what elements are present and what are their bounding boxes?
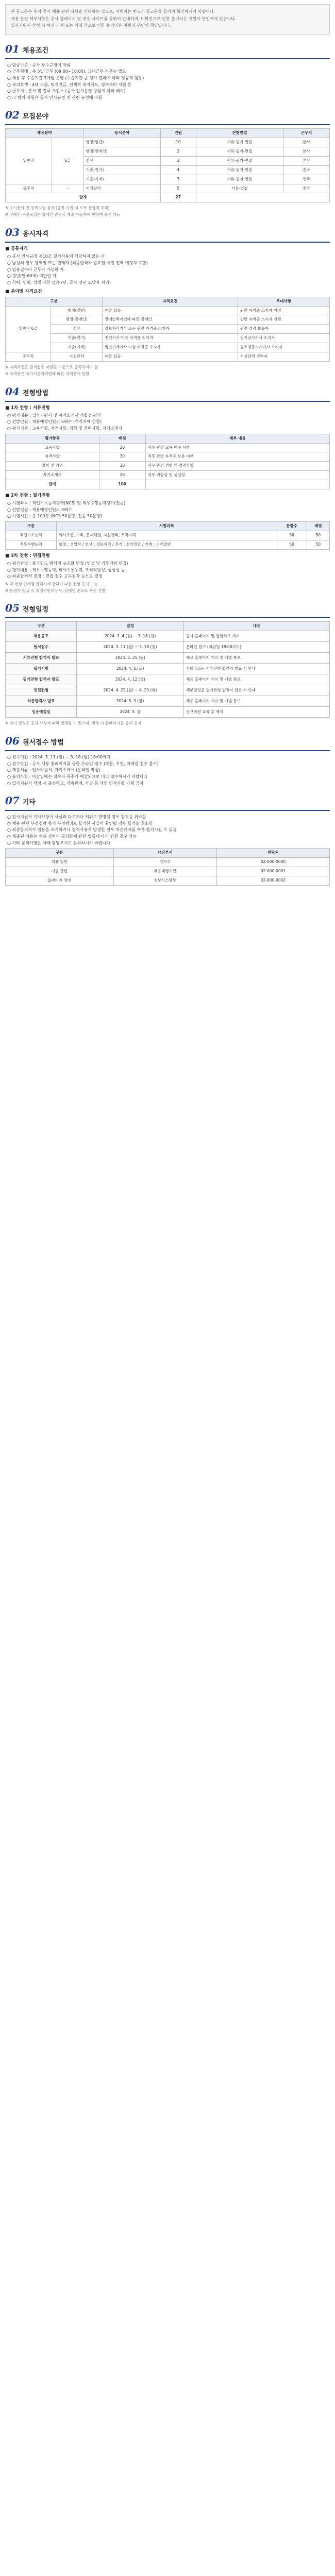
notice-line: 채용 관련 세부사항은 공사 홈페이지 및 채용 사이트를 통하여 안내하며, 미확인으로 인한 불이익은 지원자 본인에게 있습니다. [11, 16, 237, 21]
stage3-list [5, 561, 330, 580]
table-cell: 10 [160, 138, 196, 147]
list-item: ○ 제출서류 : 입사지원서, 자기소개서 (온라인 작성) [7, 768, 100, 773]
list-item: ○ 선발인원 : 채용예정인원의 3배수 [7, 507, 72, 512]
table-cell: 일반기계기사 이상 자격증 소지자 [103, 343, 238, 352]
list-item: ○ 복리후생 : 4대 보험, 퇴직연금, 선택적 복지제도, 경조사비 지원 등 [7, 82, 132, 87]
table-row [6, 452, 330, 462]
table-header: 일정 [77, 622, 184, 631]
section-header [5, 108, 330, 125]
subheading: ■ 1차 전형 : 서류전형 [5, 405, 50, 411]
table-header-row [6, 622, 330, 631]
table-cell: 합계 [6, 480, 99, 489]
table-cell: 공무직 [6, 184, 52, 193]
table-header-row [6, 434, 330, 443]
section-header [5, 601, 330, 618]
table-cell: 최종합격자 발표 [6, 696, 77, 707]
table-cell: 행정(일반) [83, 138, 160, 147]
note: ※ 상기 일정은 공사 사정에 따라 변경될 수 있으며, 변경 시 홈페이지를 통해 공지 [5, 721, 142, 726]
table-total-row [6, 193, 330, 202]
list-item: ○ 공사 인사규정 제10조 결격사유에 해당하지 않는 자 [7, 254, 105, 259]
table-cell: 50 [277, 531, 307, 540]
written-test-table [5, 521, 330, 550]
table-row [6, 664, 330, 674]
table-cell: 시험 관련 [6, 867, 114, 876]
table-header: 구분 [6, 622, 77, 631]
note: ※ 각 전형 단계별 합격자에 한하여 다음 전형 응시 가능 [5, 581, 98, 586]
table-cell: 직무 관련 교육 이수 사항 [145, 443, 329, 452]
table-cell: 2 [160, 147, 196, 157]
table-cell: 2024. 5. 중 [77, 707, 184, 718]
table-row [6, 858, 330, 867]
table-cell: 채용 홈페이지 게시 및 개별 통보 [183, 696, 329, 707]
table-cell: 02-000-0002 [216, 876, 329, 885]
table-cell: 30 [99, 462, 145, 471]
table-cell: 3 [160, 175, 196, 184]
list-item: ○ 평가기준 : 교육사항, 자격사항, 경험 및 경력사항, 자기소개서 [7, 426, 123, 431]
table-cell: 관련 경력 보유자 [238, 325, 329, 334]
table-row [6, 443, 330, 452]
table-row [6, 325, 330, 334]
table-header: 문항수 [277, 522, 307, 531]
list-item: ○ 선발인원 : 채용예정인원의 5배수 (적격자에 한함) [7, 419, 102, 425]
table-header: 평가항목 [6, 434, 99, 443]
section-selection-process [5, 384, 330, 594]
table-cell: 행정(일반) [51, 306, 103, 315]
section-title: 기타 [22, 799, 36, 807]
list-item: ○ 그 밖의 사항은 공사 인사규정 및 관련 규정에 따름 [7, 95, 103, 100]
table-cell: 일반직 6급 [6, 306, 51, 352]
table-header: 배점 [99, 434, 145, 443]
table-cell: 3 [160, 156, 196, 165]
table-cell: 서류-면접 [196, 184, 283, 193]
table-cell: 시설관리 경력자 [238, 352, 329, 361]
list-item: ○ 접수기간 : 2024. 3. 11.(월) ~ 3. 18.(월) 18:00까지 [7, 755, 111, 760]
table-cell: 행정(장애인) [83, 147, 160, 157]
table-cell: 본사 [283, 156, 330, 165]
table-header-row [6, 129, 330, 138]
list-item: ○ 시험시간 : 총 100분 (NCS 50문항, 전공 50문항) [7, 514, 102, 519]
stage1-list [5, 413, 330, 432]
section-title: 원서접수 방법 [22, 739, 64, 747]
note: ※ 자격요건은 원서접수 마감일 기준으로 충족하여야 함 [5, 364, 98, 369]
table-cell: 5 [160, 184, 196, 193]
table-cell: 27 [160, 193, 196, 202]
table-cell: 02-000-0001 [216, 867, 329, 876]
table-row [6, 462, 330, 471]
table-cell: 관련 자격증 소지자 가점 [238, 315, 329, 325]
table-header: 세부 내용 [145, 434, 329, 443]
table-cell: 본사 [283, 147, 330, 157]
list-item: ○ 임용일부터 근무가 가능한 자 [7, 267, 64, 272]
section-header [5, 734, 330, 751]
table-row [6, 653, 330, 664]
table-cell: 경험 및 경력 [6, 462, 99, 471]
list-item: ○ 입사지원서 작성 시 출신학교, 가족관계, 사진 등 개인 인적사항 기재 금지 [7, 781, 144, 786]
table-cell: 전산 [83, 156, 160, 165]
notice-line: 본 공고문은 우리 공사 채용 관련 사항을 안내하는 것으로, 지원자는 반드시 공고문을 끝까지 확인하시기 바랍니다. [11, 9, 215, 14]
subheading: ■ 3차 전형 : 면접전형 [5, 553, 50, 558]
section-employment-conditions [5, 42, 330, 101]
table-header: 시험과목 [57, 522, 277, 531]
table-row [6, 876, 330, 885]
list-item: ○ 평가내용 : 입사지원서 및 자기소개서 적합성 평가 [7, 413, 102, 418]
table-cell: 전기공사기사 소지자 [238, 334, 329, 343]
table-cell: 제한 없음 [103, 306, 238, 315]
notice-line: 입사지원서 작성 시 허위 기재 또는 기재 착오로 인한 불이익은 지원자 본인의 책임입니다. [11, 23, 172, 28]
table-row [6, 138, 330, 147]
table-header-row [6, 849, 330, 858]
table-cell: 정보처리기사 또는 관련 자격증 소지자 [103, 325, 238, 334]
table-header: 전형방법 [196, 129, 283, 138]
section-title: 전형일정 [22, 606, 49, 614]
section-header [5, 793, 330, 811]
table-cell: 면접전형 [6, 685, 77, 696]
table-row [6, 696, 330, 707]
table-row [6, 471, 330, 480]
table-cell: 전기기사 이상 자격증 소지자 [103, 334, 238, 343]
document-score-table [5, 434, 330, 489]
note: ※ 자격증은 국가기술자격법에 따른 자격증에 한함 [5, 371, 90, 376]
table-cell: 채용 홈페이지 게시 및 개별 통보 [183, 653, 329, 664]
list-item: ○ 학력, 연령, 성별 제한 없음 (단, 공사 정년 도달자 제외) [7, 280, 111, 285]
table-cell: 전국 [283, 184, 330, 193]
section-title: 채용조건 [22, 46, 49, 55]
table-header: 응시분야 [83, 129, 160, 138]
table-row [6, 352, 330, 361]
section-title: 모집분야 [22, 113, 49, 121]
recruitment-notice-page [5, 0, 330, 899]
section-application [5, 734, 330, 786]
table-row [6, 343, 330, 352]
table-cell: 채용공고 [6, 631, 77, 642]
note: ※ 동점자 발생 시 취업지원대상자, 장애인 순으로 우선 선발 [5, 588, 106, 593]
table-cell: 02-000-0000 [216, 858, 329, 867]
section-number: 03 [5, 226, 20, 239]
table-cell: 직무수행능력 [6, 540, 57, 549]
table-row [6, 867, 330, 876]
section-header [5, 42, 330, 59]
table-cell: 서류-필기-면접 [196, 147, 283, 157]
table-cell: 세부일정은 필기전형 합격자 발표 시 안내 [183, 685, 329, 696]
table-cell: 기술(전기) [83, 165, 160, 175]
table-cell: 자기소개서 [6, 471, 99, 480]
table-cell: 관련 자격증 소지자 가점 [238, 306, 329, 315]
schedule-table [5, 621, 330, 718]
list-item: ○ 제출된 서류는 채용 절차의 공정화에 관한 법률에 따라 반환 청구 가능 [7, 834, 137, 839]
table-cell: 50 [277, 540, 307, 549]
section-title: 전형방법 [22, 389, 49, 397]
table-header: 우대사항 [238, 297, 329, 306]
subheading: ■ 공통자격 [5, 246, 28, 252]
table-cell: 전국 [283, 175, 330, 184]
section-number: 06 [5, 735, 20, 748]
list-item: ○ 입사지원서 기재사항이 사실과 다르거나 허위로 판명될 경우 합격을 취소함 [7, 815, 146, 820]
table-cell: 50 [307, 540, 329, 549]
table-cell: - [52, 184, 83, 193]
table-cell: 공사 홈페이지 및 잡알리오 게시 [183, 631, 329, 642]
table-row [6, 540, 330, 549]
table-header: 담당부서 [113, 849, 216, 858]
table-row [6, 642, 330, 653]
table-cell: 채용 일반 [6, 858, 114, 867]
table-cell: 합계 [6, 193, 161, 202]
qualification-table [5, 297, 330, 362]
table-cell: 채용 홈페이지 게시 및 개별 통보 [183, 674, 329, 685]
table-cell: 서류-필기-면접 [196, 138, 283, 147]
section-etc [5, 793, 330, 885]
table-cell: 6급 [52, 138, 83, 184]
table-cell: 정보시스템부 [113, 876, 216, 885]
section-number: 02 [5, 109, 20, 122]
table-cell: 2024. 5. 3.(금) [77, 696, 184, 707]
table-cell: 원서접수 [6, 642, 77, 653]
list-item: ○ 평가방법 : 블라인드 방식의 구조화 면접 (인성 및 직무역량 면접) [7, 561, 128, 566]
table-cell: 서류전형 합격자 발표 [6, 653, 77, 664]
table-cell: 4 [160, 165, 196, 175]
table-header: 연락처 [216, 849, 329, 858]
table-row [6, 685, 330, 696]
common-qualification-list [5, 253, 330, 285]
table-row [6, 531, 330, 540]
application-list [5, 754, 330, 786]
table-cell: 2024. 3. 11.(월) ~ 3. 18.(월) [77, 642, 184, 653]
table-cell: 2024. 3. 4.(월) ~ 3. 18.(월) [77, 631, 184, 642]
table-cell: 2024. 4. 6.(토) [77, 664, 184, 674]
table-header-row [6, 522, 330, 531]
list-item: ○ 채용 관련 부정청탁 등의 부정행위로 합격한 사실이 확인될 경우 합격을 취소함 [7, 821, 153, 826]
table-cell: 본사 [283, 138, 330, 147]
table-cell: 서류-필기-면접 [196, 165, 283, 175]
recruitment-table [5, 128, 330, 202]
table-cell: 신규직원 교육 후 배치 [183, 707, 329, 718]
note: ※ 응시분야 간 중복지원 불가 (중복 지원 시 모두 불합격 처리) [5, 206, 110, 211]
table-header: 구분 [6, 522, 57, 531]
table-cell: 시설관리 [51, 352, 103, 361]
table-row [6, 184, 330, 193]
table-row [6, 306, 330, 315]
list-item: ○ 시험과목 : 직업기초능력평가(NCS) 및 직무수행능력평가(전공) [7, 501, 126, 506]
table-cell: 채용대행기관 [113, 867, 216, 876]
table-cell: 시험장소는 서류전형 합격자 발표 시 안내 [183, 664, 329, 674]
section-header [5, 225, 330, 243]
table-header: 구분 [6, 849, 114, 858]
section-title: 응시자격 [22, 230, 49, 239]
section-header [5, 384, 330, 402]
table-cell: 의사소통, 수리, 문제해결, 자원관리, 조직이해 [57, 531, 277, 540]
top-notice-box [5, 4, 330, 35]
table-cell: 2024. 4. 22.(월) ~ 4. 23.(화) [77, 685, 184, 696]
section-number: 05 [5, 602, 20, 615]
section-number: 04 [5, 385, 20, 398]
table-header: 배점 [307, 522, 329, 531]
table-cell: 제한 없음 [103, 352, 238, 361]
subheading: ■ 2차 전형 : 필기전형 [5, 493, 50, 498]
section-schedule [5, 601, 330, 726]
table-cell: 기술(기계) [51, 343, 103, 352]
list-item: ○ 최종합격자가 임용을 포기하거나 결격사유가 발생한 경우 차순위자를 추가 합격시킬 수 있음 [7, 827, 177, 833]
table-header: 근무지 [283, 129, 330, 138]
table-cell: 필기시험 [6, 664, 77, 674]
list-item: ○ 정년(만 60세) 미만인 자 [7, 274, 57, 279]
table-cell: 장애인복지법에 따른 장애인 [103, 315, 238, 325]
table-cell [145, 480, 329, 489]
table-cell: 100 [99, 480, 145, 489]
list-item: ○ 임금수준 : 공사 보수규정에 따름 [7, 62, 71, 67]
list-item: ○ 평가내용 : 직무수행능력, 의사소통능력, 조직적합성, 성실성 등 [7, 567, 125, 572]
subheading: ■ 분야별 자격요건 [5, 289, 42, 295]
table-cell: 인사부 [113, 858, 216, 867]
table-cell: 50 [307, 531, 329, 540]
table-row [6, 674, 330, 685]
table-cell: 기술(기계) [83, 175, 160, 184]
list-item: ○ 근무지 : 본사 및 전국 사업소 (공사 인사운영 방침에 따라 배치) [7, 89, 126, 94]
section-qualifications [5, 225, 330, 377]
list-item: ○ 채용 후 수습기간 3개월 운영 (수습기간 중 평가 결과에 따라 정규직 임용) [7, 75, 144, 80]
list-item: ○ 최종합격자 결정 : 면접 점수 고득점자 순으로 결정 [7, 574, 103, 579]
conditions-list [5, 62, 330, 101]
table-cell: 필기전형 합격자 발표 [6, 674, 77, 685]
table-cell: 서류-필기-면접 [196, 156, 283, 165]
table-cell: 일반직 [6, 138, 52, 184]
table-header-row [6, 297, 330, 306]
table-cell: 직무 관련 경험 및 경력사항 [145, 462, 329, 471]
list-item: ○ 남성의 경우 병역필 또는 면제자 (최종합격자 발표일 이전 전역 예정자 포함) [7, 261, 148, 265]
table-row [6, 707, 330, 718]
table-cell: 직무 관련 자격증 보유 여부 [145, 452, 329, 462]
table-cell: 2024. 3. 25.(월) [77, 653, 184, 664]
table-row [6, 334, 330, 343]
section-recruitment-fields [5, 108, 330, 218]
table-cell: 시설관리 [83, 184, 160, 193]
table-cell: 자격사항 [6, 452, 99, 462]
table-cell: 전산 [51, 325, 103, 334]
etc-list [5, 814, 330, 846]
table-cell: 20 [99, 471, 145, 480]
table-cell: 공무직 [6, 352, 51, 361]
table-cell: 행정 : 경영학 / 전산 : 정보처리 / 전기 : 전기일반 / 기계 : 기계일반 [57, 540, 277, 549]
stage2-list [5, 500, 330, 519]
table-cell: 온라인 접수 (마감일 18:00까지) [183, 642, 329, 653]
table-row [6, 631, 330, 642]
table-cell: 공조냉동기계기사 소지자 [238, 343, 329, 352]
contact-table [5, 848, 330, 886]
table-cell [196, 193, 329, 202]
list-item: ○ 근무형태 : 주 5일 근무 (09:00~18:00), 교대근무 직무는 별도 [7, 69, 126, 74]
table-cell: 전국 [283, 165, 330, 175]
table-cell: 행정(장애인) [51, 315, 103, 325]
table-cell: 30 [99, 452, 145, 462]
list-item: ○ 접수방법 : 공사 채용 홈페이지를 통한 온라인 접수 (방문, 우편, 이메일 접수 불가) [7, 761, 159, 766]
table-cell: 임용예정일 [6, 707, 77, 718]
table-cell: 기술(전기) [51, 334, 103, 343]
note: ※ 장애인 구분모집은 장애인 증명서 제출 가능자에 한하여 응시 가능 [5, 212, 121, 217]
table-header: 내용 [183, 622, 329, 631]
table-row [6, 315, 330, 325]
section-number: 07 [5, 794, 20, 807]
table-header: 인원 [160, 129, 196, 138]
table-cell: 홈페이지 장애 [6, 876, 114, 885]
table-cell: 교육사항 [6, 443, 99, 452]
table-cell: 직무 적합성 및 성실성 [145, 471, 329, 480]
section-number: 01 [5, 42, 20, 55]
table-cell: 20 [99, 443, 145, 452]
list-item: ○ 유의사항 : 마감일에는 접속자 폭주가 예상되므로 미리 접수하시기 바랍니다 [7, 774, 148, 779]
table-total-row [6, 480, 330, 489]
table-cell: 서류-필기-면접 [196, 175, 283, 184]
table-header: 자격요건 [103, 297, 238, 306]
table-cell: 직업기초능력 [6, 531, 57, 540]
table-cell: 2024. 4. 12.(금) [77, 674, 184, 685]
table-header: 채용분야 [6, 129, 83, 138]
table-header: 구분 [6, 297, 103, 306]
list-item: ○ 기타 문의사항은 아래 담당부서로 문의하시기 바랍니다 [7, 840, 110, 845]
